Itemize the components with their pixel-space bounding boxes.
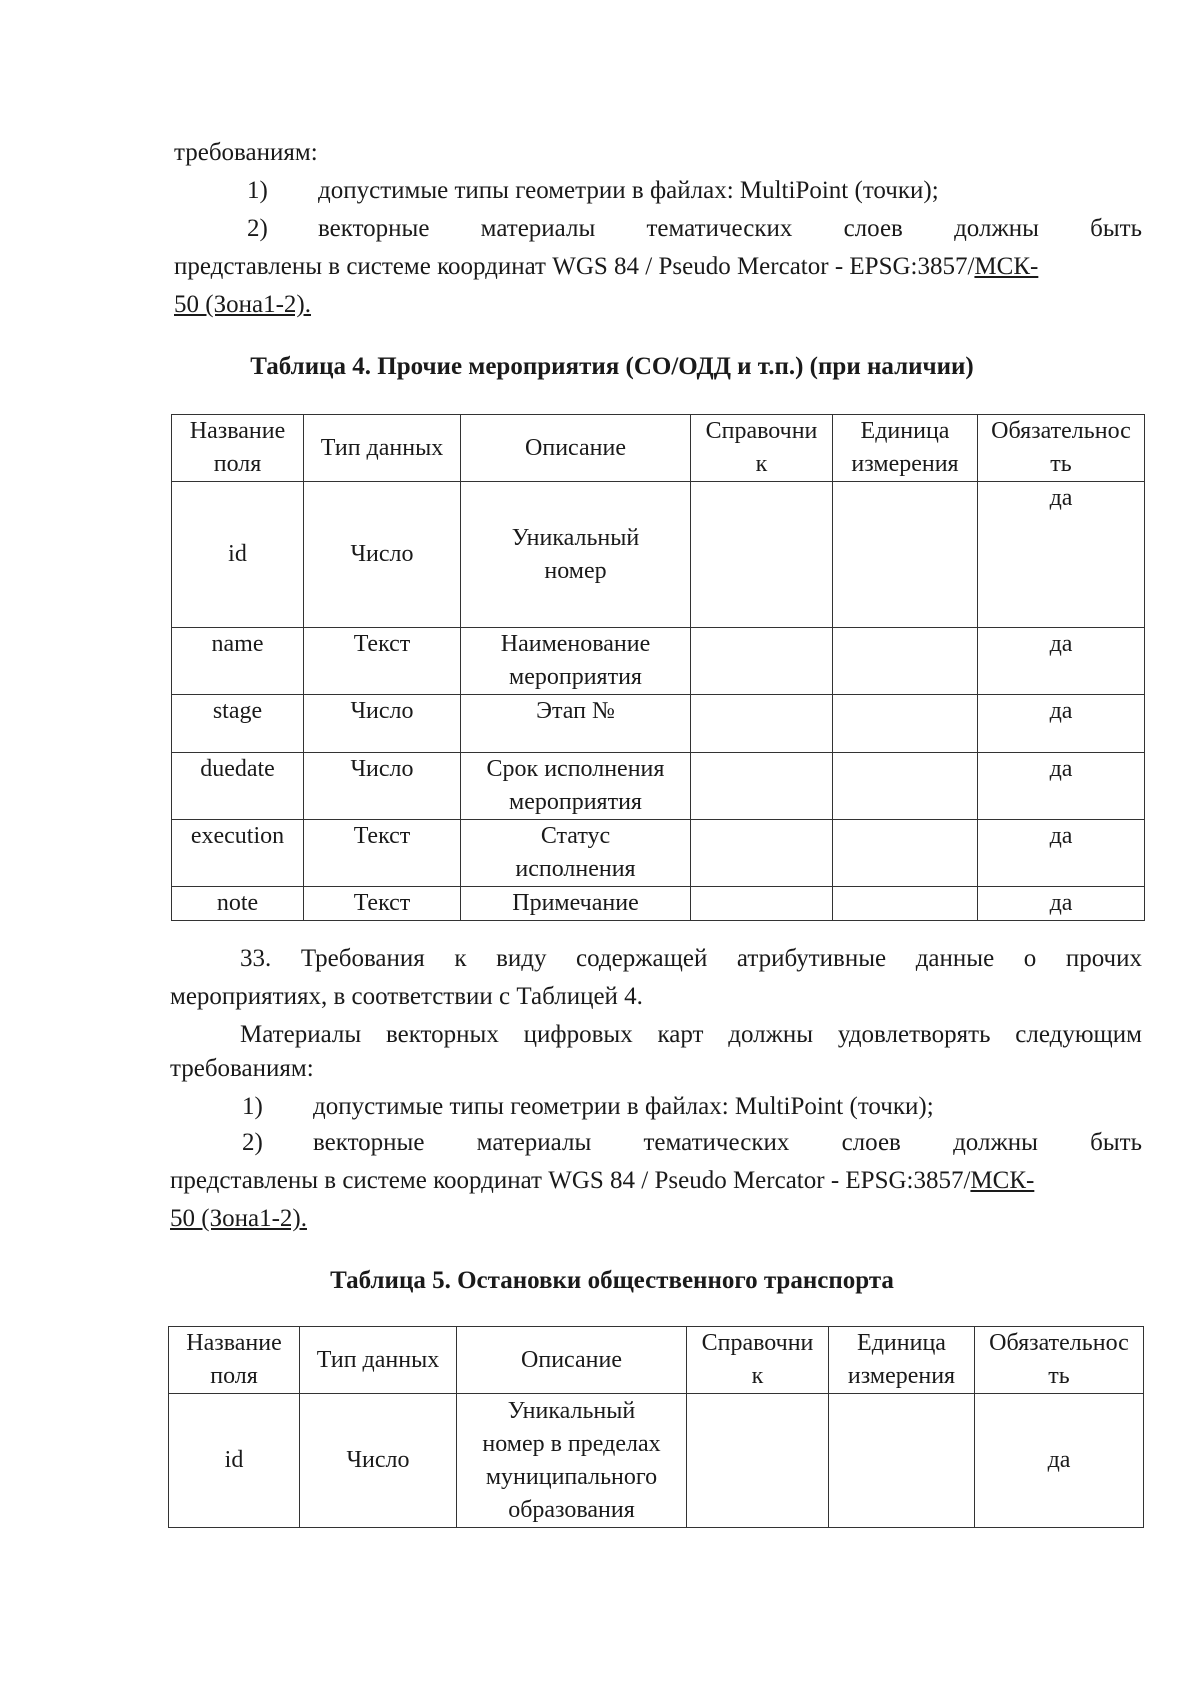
- paragraph-line: Материалы векторных цифровых карт должны удовлетворять следующим: [240, 1021, 1142, 1048]
- header-cell: Обязательнос ть: [975, 1327, 1144, 1394]
- cell-reference: [691, 820, 833, 887]
- header-cell: Единица измерения: [833, 415, 978, 482]
- text-run: представлены в системе координат WGS 84 / Pseudo Mercator - EPSG:3857/: [174, 253, 975, 280]
- list-number: 1): [242, 1093, 263, 1120]
- cell-required: да: [978, 628, 1145, 695]
- header-cell: Единица измерения: [829, 1327, 975, 1394]
- cell-unit: [833, 820, 978, 887]
- cell-reference: [691, 887, 833, 921]
- cell-type: Текст: [304, 820, 461, 887]
- table-caption: Таблица 5. Остановки общественного транспорта: [330, 1267, 894, 1294]
- list-item-text: допустимые типы геометрии в файлах: MultiPoint (точки);: [318, 177, 939, 204]
- cell-unit: [833, 695, 978, 753]
- cell-required: да: [975, 1394, 1144, 1528]
- cell-field: note: [172, 887, 304, 921]
- cell-required: да: [978, 820, 1145, 887]
- paragraph-line: 33. Требования к виду содержащей атрибутивные данные о прочих: [240, 945, 1142, 972]
- table-row: [172, 628, 1145, 695]
- list-number: 2): [242, 1129, 263, 1156]
- cell-required: да: [978, 695, 1145, 753]
- cell-type: Текст: [304, 887, 461, 921]
- cell-field: duedate: [172, 753, 304, 820]
- header-cell: Описание: [461, 415, 691, 482]
- cell-unit: [833, 482, 978, 628]
- list-number: 1): [247, 177, 268, 204]
- cell-required: да: [978, 482, 1145, 628]
- cell-field: execution: [172, 820, 304, 887]
- table-row: [172, 887, 1145, 921]
- cell-required: да: [978, 887, 1145, 921]
- cell-reference: [691, 628, 833, 695]
- cell-type: Число: [304, 753, 461, 820]
- table-row: [172, 820, 1145, 887]
- cell-field: id: [172, 482, 304, 628]
- cell-description: Этап №: [461, 695, 691, 753]
- table-row: [172, 482, 1145, 628]
- list-item-text: допустимые типы геометрии в файлах: MultiPoint (точки);: [313, 1093, 934, 1120]
- header-cell: Обязательнос ть: [978, 415, 1145, 482]
- paragraph-line: требованиям:: [170, 1055, 314, 1082]
- cell-description: Статус исполнения: [461, 820, 691, 887]
- cell-type: Число: [300, 1394, 457, 1528]
- cell-reference: [687, 1394, 829, 1528]
- cell-field: id: [169, 1394, 300, 1528]
- cell-reference: [691, 482, 833, 628]
- cell-unit: [833, 887, 978, 921]
- underlined-text: 50 (Зона1-2).: [174, 291, 311, 318]
- header-cell: Название поля: [172, 415, 304, 482]
- cell-field: name: [172, 628, 304, 695]
- cell-unit: [833, 753, 978, 820]
- paragraph-line: мероприятиях, в соответствии с Таблицей 4.: [170, 983, 643, 1010]
- table-4: [171, 414, 1145, 921]
- cell-type: Число: [304, 695, 461, 753]
- table-header-row: [172, 415, 1145, 482]
- cell-description: Уникальный номер: [461, 482, 691, 628]
- cell-required: да: [978, 753, 1145, 820]
- header-cell: Тип данных: [304, 415, 461, 482]
- underlined-text: МСК-: [974, 253, 1039, 280]
- cell-type: Число: [304, 482, 461, 628]
- cell-field: stage: [172, 695, 304, 753]
- header-cell: Справочни к: [687, 1327, 829, 1394]
- header-cell: Название поля: [169, 1327, 300, 1394]
- underlined-text: МСК-: [970, 1167, 1035, 1194]
- paragraph-line: [170, 1162, 1142, 1200]
- cell-type: Текст: [304, 628, 461, 695]
- list-item-text: векторные материалы тематических слоев должны быть: [318, 215, 1142, 242]
- cell-description: Примечание: [461, 887, 691, 921]
- underlined-text: 50 (Зона1-2).: [170, 1205, 307, 1232]
- cell-description: Срок исполнения мероприятия: [461, 753, 691, 820]
- text-run: представлены в системе координат WGS 84 / Pseudo Mercator - EPSG:3857/: [170, 1167, 971, 1194]
- table-row: [169, 1394, 1144, 1528]
- table-header-row: [169, 1327, 1144, 1394]
- paragraph-line: [174, 248, 1142, 286]
- table-row: [172, 695, 1145, 753]
- header-cell: Описание: [457, 1327, 687, 1394]
- cell-reference: [691, 753, 833, 820]
- list-item-text: векторные материалы тематических слоев должны быть: [313, 1129, 1142, 1156]
- header-cell: Тип данных: [300, 1327, 457, 1394]
- cell-unit: [829, 1394, 975, 1528]
- cell-unit: [833, 628, 978, 695]
- table-caption: Таблица 4. Прочие мероприятия (СО/ОДД и т.п.) (при наличии): [250, 353, 974, 380]
- intro-line: требованиям:: [174, 139, 318, 166]
- list-number: 2): [247, 215, 268, 242]
- table-row: [172, 753, 1145, 820]
- cell-description: Наименование мероприятия: [461, 628, 691, 695]
- header-cell: Справочни к: [691, 415, 833, 482]
- cell-reference: [691, 695, 833, 753]
- cell-description: Уникальный номер в пределах муниципального образования: [457, 1394, 687, 1528]
- table-5: [168, 1326, 1144, 1528]
